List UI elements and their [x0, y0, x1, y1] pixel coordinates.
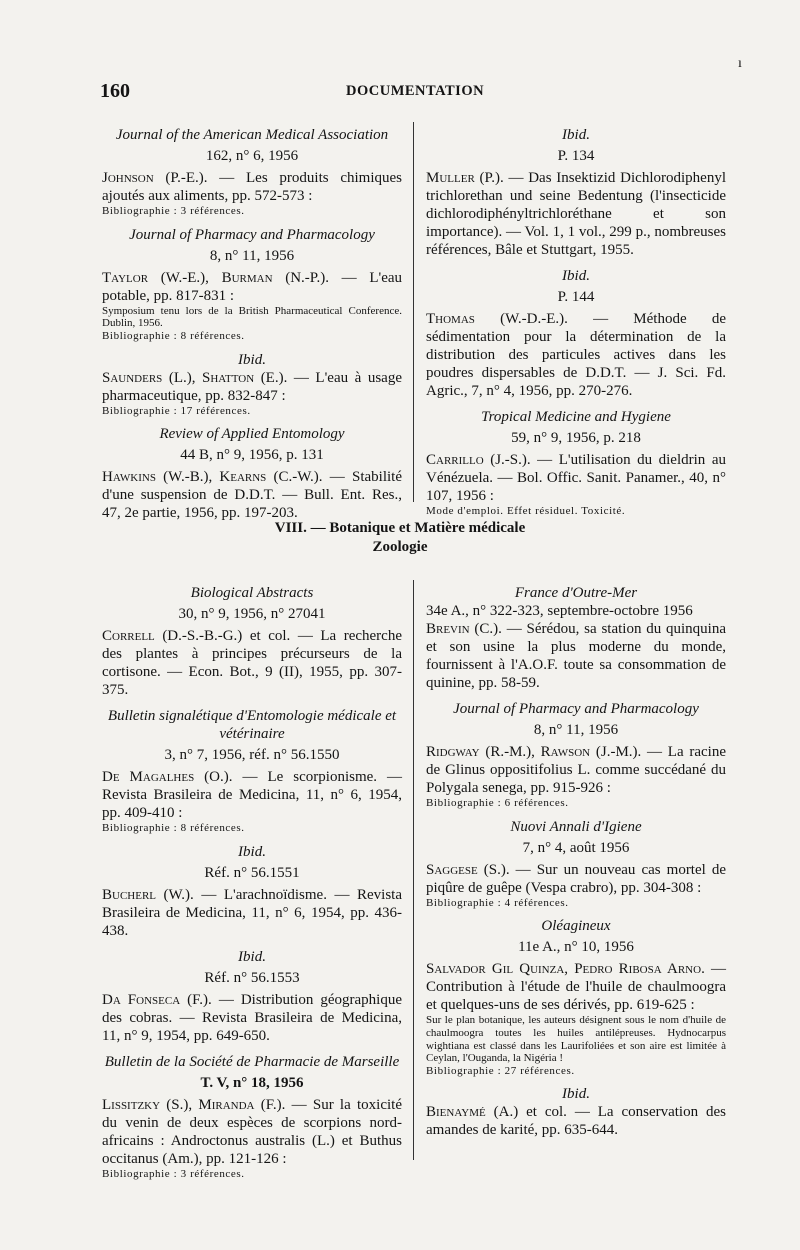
- citation-text: — Distribution géographique des cobras. — Revista Brasileira de Medicina, 11, n° 9, 1954, pp. 649-650.: [102, 991, 402, 1044]
- citation-text: — La racine de Glinus oppositifolius L. comme succédané du Polygala senega, pp. 915-926 :: [426, 744, 726, 796]
- column-bottom-right: [426, 576, 726, 1141]
- citation-text: — Sérédou, sa station du quinquina et son usine la plus moderne du monde, fournissent à l'A.O.F. toute sa consommation de quinine, pp. 58-59.: [426, 621, 727, 691]
- journal-volume: 44 B, n° 9, 1956, p. 131: [180, 447, 324, 464]
- journal-volume: Réf. n° 56.1551: [204, 864, 300, 881]
- journal-title: Ibid.: [562, 127, 590, 143]
- journal-title: Ibid.: [238, 351, 266, 368]
- citation-author: Da Fonseca (F.).: [102, 991, 212, 1008]
- journal-title: France d'Outre-Mer: [514, 585, 638, 601]
- journal-volume: 3, n° 7, 1956, réf. n° 56.1550: [164, 747, 340, 763]
- journal-title: Ibid.: [562, 1086, 590, 1103]
- citation-entry: [102, 768, 402, 822]
- citation-author: De Magalhes (O.).: [102, 769, 233, 785]
- citation-entry: [426, 861, 726, 897]
- citation-author: Saunders (L.), Shatton (E.).: [102, 369, 288, 386]
- column-divider-bottom: [413, 580, 414, 1160]
- journal-block: [102, 948, 402, 1045]
- citation-note: Bibliographie : 3 références.: [102, 205, 245, 217]
- citation-author: Johnson (P.-E.).: [102, 170, 208, 186]
- citation-note: Bibliographie : 8 références.: [102, 329, 245, 342]
- citation-author: Hawkins (W.-B.), Kearns (C.-W.).: [102, 469, 323, 486]
- citation-text: — Les produits chimiques ajoutés aux aliments, pp. 572-573 :: [102, 170, 402, 204]
- citation-entry: [102, 627, 402, 699]
- citation-note: Sur le plan botanique, les auteurs désignent sous le nom d'huile de chaulmoogra toutes les huiles antilépreuses. Hydnocarpus wightiana est classé dans les Laurifoliées et son aire est limitée à Ceylan, l'Ouganda, la Nigéria !: [426, 1014, 726, 1065]
- journal-block: [102, 707, 402, 835]
- citation-text: — Le scorpionisme. — Revista Brasileira de Medicina, 11, n° 6, 1954, pp. 409-410 :: [102, 769, 403, 821]
- citation-entry: [102, 886, 402, 940]
- citation-entry: [102, 269, 402, 305]
- citation-entry: [102, 1096, 402, 1168]
- citation-entry: [102, 169, 402, 205]
- citation-entry: [426, 620, 726, 692]
- section-title: VIII. — Botanique et Matière médicale: [274, 520, 526, 536]
- citation-entry: [426, 960, 726, 1014]
- journal-block: [426, 584, 726, 692]
- journal-title: Journal of Pharmacy and Pharmacology: [453, 701, 699, 717]
- citation-note: Bibliographie : 17 références.: [102, 404, 251, 417]
- journal-volume: 30, n° 9, 1956, n° 27041: [178, 606, 326, 622]
- citation-text: — Das Insektizid Dichlorodiphenyl trichlorethan und seine Bedentung (l'insecticide dichlorodiphényltrichloréthane et son importance). — Vol. 1, 1 vol., 299 p., nombreuses références, Bâle et Stuttgart, 1955.: [426, 170, 726, 258]
- journal-volume: 162, n° 6, 1956: [205, 148, 299, 164]
- citation-entry: [102, 991, 402, 1045]
- citation-text: — Méthode de sédimentation pour la détermination de la distribution des particules actives dans les poudres dispersables de D.D.T. — J. Sci. Fd. Agric., 7, n° 4, 1956, pp. 270-276.: [426, 311, 726, 399]
- journal-volume: 11e A., n° 10, 1956: [518, 939, 634, 956]
- journal-title: Ibid.: [562, 268, 590, 284]
- running-head: DOCUMENTATION: [346, 83, 485, 99]
- journal-volume: 8, n° 11, 1956: [209, 247, 295, 264]
- column-top-left: [102, 118, 402, 524]
- journal-block: [102, 126, 402, 218]
- journal-volume: P. 144: [557, 289, 595, 305]
- journal-title: Journal of the American Medical Association: [115, 127, 389, 143]
- journal-volume: 7, n° 4, août 1956: [522, 839, 630, 856]
- journal-title: Review of Applied Entomology: [159, 426, 345, 443]
- journal-block: [102, 843, 402, 940]
- citation-author: Correll (D.-S.-B.-G.): [102, 628, 243, 644]
- journal-title: Bulletin de la Société de Pharmacie de Marseille: [104, 1053, 400, 1070]
- journal-block: [426, 126, 726, 259]
- journal-block: [102, 226, 402, 343]
- journal-volume: P. 134: [557, 148, 595, 164]
- citation-author: Carrillo (J.-S.).: [426, 452, 531, 468]
- column-top-right: [426, 118, 726, 520]
- section-heading: [100, 519, 700, 557]
- journal-block: [426, 818, 726, 910]
- journal-block: [102, 425, 402, 522]
- citation-text: — Sur la toxicité du venin de deux espèces de scorpions nord-africains : Androctonus australis (L.) et Buthus occitanus (Am.), pp. 121-126 :: [102, 1096, 402, 1167]
- corner-mark: ı: [738, 56, 742, 71]
- journal-block: [102, 584, 402, 699]
- citation-author: Brevin (C.).: [426, 621, 502, 637]
- citation-entry: [102, 468, 402, 522]
- citation-text: — Sur un nouveau cas mortel de piqûre de guêpe (Vespa crabro), pp. 304-308 :: [426, 861, 727, 896]
- citation-entry: [102, 369, 402, 405]
- journal-title: Tropical Medicine and Hygiene: [481, 409, 671, 425]
- journal-title: Bulletin signalétique d'Entomologie médicale et vétérinaire: [107, 708, 397, 742]
- citation-text: — Contribution à l'étude de l'huile de chaulmoogra et quelques-uns de ses dérivés, pp. 619-625 :: [426, 961, 726, 1014]
- citation-note: Symposium tenu lors de la British Pharmaceutical Conference. Dublin, 1956.: [102, 304, 402, 330]
- journal-block: [426, 1085, 726, 1139]
- citation-entry: [426, 169, 726, 259]
- citation-author: Muller (P.).: [426, 170, 504, 186]
- citation-author: Saggese (S.).: [426, 861, 510, 878]
- citation-author: Thomas (W.-D.-E.).: [426, 311, 568, 327]
- citation-entry: [426, 310, 726, 400]
- journal-title: Ibid.: [238, 948, 266, 965]
- journal-volume: Réf. n° 56.1553: [204, 969, 300, 986]
- column-bottom-left: [102, 576, 402, 1182]
- journal-block: [426, 408, 726, 518]
- journal-title: Nuovi Annali d'Igiene: [510, 818, 642, 835]
- journal-block: [102, 1053, 402, 1181]
- citation-text: — L'arachnoïdisme. — Revista Brasileira de Medicina, 11, n° 6, 1954, pp. 436-438.: [102, 886, 402, 939]
- journal-title: Oléagineux: [541, 918, 611, 935]
- journal-block: [426, 267, 726, 400]
- citation-note: Bibliographie : 6 références.: [426, 797, 569, 809]
- citation-entry: [426, 1103, 726, 1139]
- column-divider-top: [413, 122, 414, 502]
- citation-note: Bibliographie : 4 références.: [426, 896, 569, 909]
- citation-author: Bienaymé (A.): [426, 1104, 519, 1121]
- citation-author: Ridgway (R.-M.), Rawson (J.-M.).: [426, 744, 642, 760]
- citation-note: Bibliographie : 3 références.: [102, 1167, 245, 1180]
- citation-author: Bucherl (W.).: [102, 886, 194, 903]
- citation-entry: [426, 602, 726, 620]
- citation-note: Mode d'emploi. Effet résiduel. Toxicité.: [426, 505, 626, 517]
- citation-entry: [426, 743, 726, 797]
- journal-block: [102, 351, 402, 418]
- citation-author: Salvador Gil Quinza, Pedro Ribosa Arno.: [426, 961, 705, 978]
- journal-title: Journal of Pharmacy and Pharmacology: [129, 226, 375, 243]
- citation-note: Bibliographie : 27 références.: [426, 1064, 575, 1077]
- citation-entry: [426, 451, 726, 505]
- journal-block: [426, 700, 726, 810]
- section-subtitle: Zoologie: [372, 538, 428, 555]
- citation-text: — L'utilisation du dieldrin au Vénézuela. — Bol. Offic. Sanit. Panamer., 40, n° 107, 1956 :: [426, 452, 726, 504]
- citation-author: Taylor (W.-E.), Burman (N.-P.).: [102, 269, 329, 286]
- journal-title: Biological Abstracts: [190, 585, 314, 601]
- citation-text: et col. — La recherche des plantes à principes précurseurs de la cortisone. — Econ. Bot., 9 (II), 1955, pp. 307-375.: [102, 628, 402, 698]
- journal-volume: T. V, n° 18, 1956: [200, 1074, 304, 1091]
- citation-note: Bibliographie : 8 références.: [102, 822, 245, 834]
- citation-text: — Stabilité d'une suspension de D.D.T. — Bull. Ent. Res., 47, 2e partie, 1956, pp. 197-203.: [102, 469, 403, 522]
- page-number: 160: [100, 80, 130, 102]
- journal-title: Ibid.: [238, 843, 266, 860]
- journal-volume: 8, n° 11, 1956: [533, 722, 619, 738]
- citation-author: Lissitzky (S.), Miranda (F.).: [102, 1096, 286, 1113]
- journal-volume: 59, n° 9, 1956, p. 218: [511, 430, 641, 446]
- citation-text: — L'eau potable, pp. 817-831 :: [102, 269, 403, 304]
- citation-text: 34e A., n° 322-323, septembre-octobre 1956: [426, 603, 693, 619]
- citation-text: et col. — La conservation des amandes de karité, pp. 635-644.: [426, 1104, 726, 1139]
- citation-text: — L'eau à usage pharmaceutique, pp. 832-847 :: [102, 369, 402, 404]
- journal-block: [426, 917, 726, 1077]
